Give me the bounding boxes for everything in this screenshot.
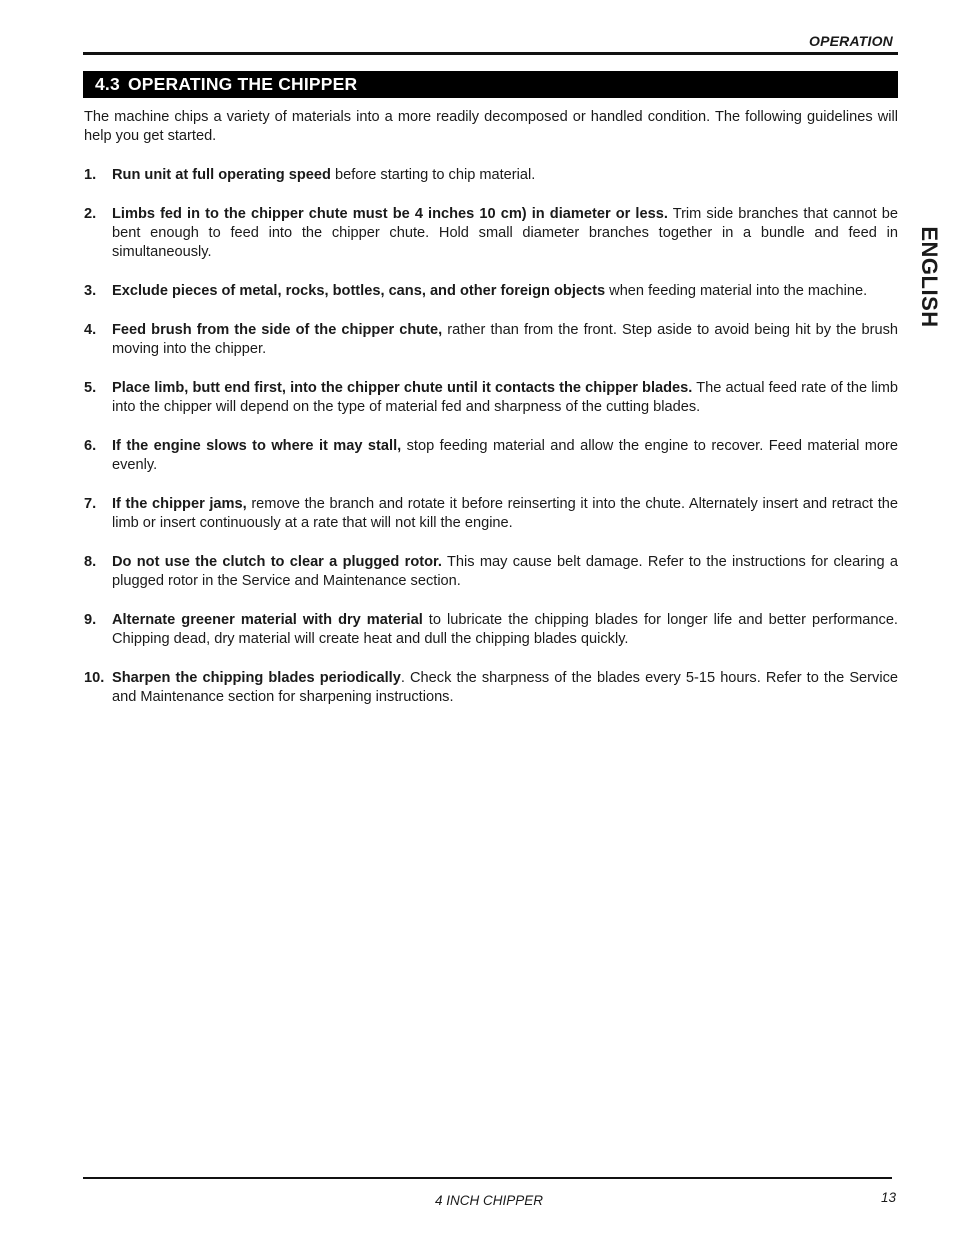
step-number: 5.	[84, 380, 97, 396]
step-emphasis: Place limb, butt end first, into the chipper chute until it contacts the chipper blades.	[112, 380, 693, 396]
step-text	[112, 379, 898, 417]
step-body: The actual feed rate of the limb into the chipper will depend on the type of material fed and sharpness of the cutting blades.	[112, 380, 898, 415]
step-emphasis: If the engine slows to where it may stall,	[112, 438, 402, 454]
step-item	[84, 379, 898, 417]
language-label: ENGLISH	[917, 226, 942, 328]
step-number: 3.	[84, 283, 97, 299]
step-body: . Check the sharpness of the blades every 5-15 hours. Refer to the Service and Maintenance section for sharpening instructions.	[112, 670, 898, 705]
step-item	[84, 495, 898, 533]
step-body: stop feeding material and allow the engine to recover. Feed material more evenly.	[112, 438, 898, 473]
step-body: to lubricate the chipping blades for longer life and better performance. Chipping dead, dry material will create heat and dull the chipping blades quickly.	[112, 612, 898, 647]
step-emphasis: If the chipper jams,	[112, 496, 247, 512]
step-body: Trim side branches that cannot be bent enough to feed into the chipper chute. Hold small diameter branches together in a bundle and feed in simultaneously.	[112, 206, 898, 260]
step-emphasis: Run unit at full operating speed	[112, 167, 331, 183]
step-list	[84, 166, 898, 707]
step-body: This may cause belt damage. Refer to the instructions for clearing a plugged rotor in the Service and Maintenance section.	[112, 554, 898, 589]
step-number: 10.	[84, 670, 105, 686]
running-head: OPERATION	[809, 33, 893, 49]
step-number: 9.	[84, 612, 97, 628]
step-emphasis: Do not use the clutch to clear a plugged rotor.	[112, 554, 442, 570]
step-item	[84, 553, 898, 591]
footer-rule	[83, 1177, 892, 1179]
step-item	[84, 437, 898, 475]
step-number: 2.	[84, 206, 97, 222]
page-content	[84, 108, 898, 727]
step-item	[84, 166, 898, 185]
page-number: 13	[880, 1190, 896, 1205]
step-text	[112, 282, 898, 301]
section-number: 4.3	[95, 74, 120, 94]
step-number: 8.	[84, 554, 97, 570]
step-emphasis: Feed brush from the side of the chipper chute,	[112, 322, 443, 338]
step-emphasis: Sharpen the chipping blades periodically	[112, 670, 401, 686]
intro-paragraph: The machine chips a variety of materials into a more readily decomposed or handled condition. The following guidelines will help you get started.	[84, 109, 898, 144]
step-item	[84, 321, 898, 359]
footer-title: 4 INCH CHIPPER	[435, 1193, 544, 1208]
step-text	[112, 611, 898, 649]
step-item	[84, 611, 898, 649]
step-text	[112, 166, 898, 185]
step-text	[112, 205, 898, 262]
step-number: 7.	[84, 496, 97, 512]
step-body: rather than from the front. Step aside to avoid being hit by the brush moving into the chipper.	[112, 322, 898, 357]
step-emphasis: Limbs fed in to the chipper chute must be 4 inches 10 cm) in diameter or less.	[112, 206, 668, 222]
step-number: 1.	[84, 167, 97, 183]
step-emphasis: Exclude pieces of metal, rocks, bottles, cans, and other foreign objects	[112, 283, 606, 299]
step-item	[84, 205, 898, 262]
step-body: before starting to chip material.	[330, 167, 536, 183]
step-text	[112, 669, 898, 707]
language-tab	[916, 224, 942, 330]
section-title: OPERATING THE CHIPPER	[127, 74, 358, 94]
step-text	[112, 437, 898, 475]
step-number: 4.	[84, 322, 97, 338]
step-number: 6.	[84, 438, 97, 454]
step-item	[84, 282, 898, 301]
step-body: when feeding material into the machine.	[605, 283, 868, 299]
header-rule	[83, 52, 898, 55]
section-heading	[83, 71, 898, 98]
step-body: remove the branch and rotate it before reinserting it into the chute. Alternately insert and retract the limb or insert continuously at a rate that will not kill the engine.	[112, 496, 898, 531]
step-text	[112, 553, 898, 591]
step-item	[84, 669, 898, 707]
step-emphasis: Alternate greener material with dry material	[112, 612, 423, 628]
step-text	[112, 495, 898, 533]
step-text	[112, 321, 898, 359]
